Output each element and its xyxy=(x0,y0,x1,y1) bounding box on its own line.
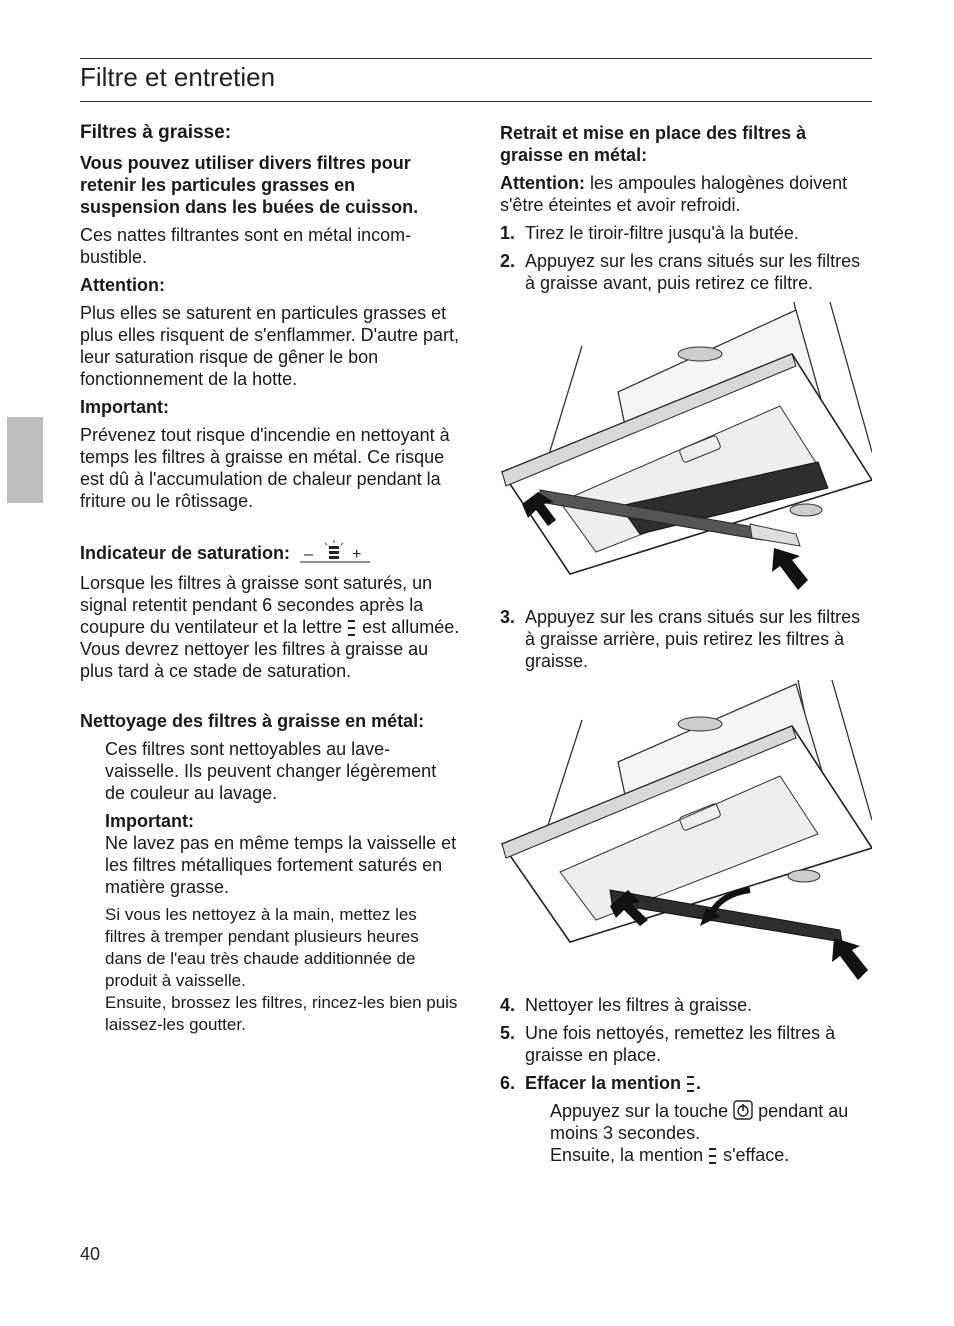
step-text: Une fois nettoyés, remettez les filtres à graisse en place. xyxy=(525,1023,836,1065)
step-6-instructions xyxy=(500,1100,872,1166)
step-4 xyxy=(500,994,872,1016)
saturation-text-a: Lorsque les filtres à graisse sont saturés, un signal retentit pendant 6 secondes après la coupure du ventilateur et la lettre xyxy=(80,573,433,637)
title-rule xyxy=(80,101,872,102)
cleaning-text: Ces filtres sont nettoyables au lave-vaisselle. Ils peuvent changer légèrement de couleur au lavage. xyxy=(105,739,437,803)
e-letter-icon xyxy=(708,1145,718,1165)
step-2 xyxy=(500,250,872,294)
cleaning-important-text: Ne lavez pas en même temps la vaisselle et les filtres métalliques fortement saturés en matière grasse. xyxy=(105,833,457,897)
cleaning-important-label: Important: xyxy=(105,811,194,831)
chapter-tab xyxy=(7,417,43,503)
important-text: Prévenez tout risque d'incendie en nettoyant à temps les filtres à graisse en métal. Ce risque est dû à l'accumulation de chaleur pendant la friture ou le rôtissage. xyxy=(80,425,450,511)
indicator-plus: + xyxy=(352,546,362,563)
cleaning-heading: Nettoyage des filtres à graisse en métal: xyxy=(80,711,425,731)
saturation-text-b: est allumée. Vous devrez nettoyer les filtres à graisse au plus tard à ce stade de saturation. xyxy=(80,617,460,681)
step-number: 3. xyxy=(500,607,516,627)
removal-heading: Retrait et mise en place des filtres à graisse en métal: xyxy=(500,123,807,165)
step-1 xyxy=(500,222,872,244)
removal-attention-label: Attention: xyxy=(500,173,585,193)
saturation-indicator-icon xyxy=(298,540,372,566)
step-number: 1. xyxy=(500,223,516,243)
hand-wash-text: Si vous les nettoyez à la main, mettez les filtres à tremper pendant plusieurs heures dans de l'eau très chaude additionnée de produit à vaisselle. xyxy=(105,905,419,990)
removal-attention xyxy=(500,172,872,216)
saturation-text xyxy=(80,572,460,682)
intro-bold: Vous pouvez utiliser divers filtres pour retenir les particules grasses en suspension dans les buées de cuisson. xyxy=(80,153,419,217)
attention-text: Plus elles se saturent en particules grasses et plus elles risquent de s'enflammer. D'autre part, leur saturation risque de gêner le bon fonctionnement de la hotte. xyxy=(80,303,460,389)
left-column xyxy=(80,122,460,1036)
page-number: 40 xyxy=(80,1244,101,1264)
step-6 xyxy=(500,1072,872,1094)
hand-wash-text-2: Ensuite, brossez les filtres, rincez-les bien puis laissez-les goutter. xyxy=(105,993,458,1034)
e-letter-icon xyxy=(686,1073,696,1093)
step-6-sub-b: pendant au moins 3 secondes. xyxy=(550,1101,849,1143)
step-5 xyxy=(500,1022,872,1066)
step-text: Tirez le tiroir-filtre jusqu'à la butée. xyxy=(525,223,799,243)
step-number: 5. xyxy=(500,1023,516,1043)
hood-rear-filter-illustration xyxy=(500,680,872,980)
intro-text: Ces nattes filtrantes sont en métal incombustible. xyxy=(80,225,412,267)
step-3 xyxy=(500,606,872,672)
step-6-sub-a: Appuyez sur la touche xyxy=(550,1101,734,1121)
important-label: Important: xyxy=(80,397,169,417)
step-text: Appuyez sur les crans situés sur les filtres à graisse avant, puis retirez ce filtre. xyxy=(525,251,861,293)
step-text: Nettoyer les filtres à graisse. xyxy=(525,995,753,1015)
step-text: Effacer la mention . xyxy=(525,1073,702,1093)
step-text: Appuyez sur les crans situés sur les filtres à graisse arrière, puis retirez les filtres à graisse. xyxy=(525,607,861,671)
step-number: 4. xyxy=(500,995,516,1015)
power-button-icon xyxy=(733,1100,753,1120)
top-rule xyxy=(80,58,872,59)
removal-attention-text: les ampoules halogènes doivent s'être éteintes et avoir refroidi. xyxy=(500,173,848,215)
section-heading-filters: Filtres à graisse: xyxy=(80,122,232,143)
indicator-minus: – xyxy=(304,546,313,563)
saturation-heading: Indicateur de saturation: xyxy=(80,543,291,563)
right-column xyxy=(500,122,872,1166)
step-6-sub-c: Ensuite, la mention xyxy=(550,1145,709,1165)
saturation-heading-row xyxy=(80,540,460,566)
step-6-text: Effacer la mention xyxy=(525,1073,687,1093)
hood-front-filter-illustration xyxy=(500,302,872,592)
page-title: Filtre et entretien xyxy=(80,62,276,92)
e-letter-icon xyxy=(347,617,357,637)
step-number: 6. xyxy=(500,1073,516,1093)
step-6-sub-d: s'efface. xyxy=(718,1145,790,1165)
attention-label: Attention: xyxy=(80,275,165,295)
step-number: 2. xyxy=(500,251,516,271)
